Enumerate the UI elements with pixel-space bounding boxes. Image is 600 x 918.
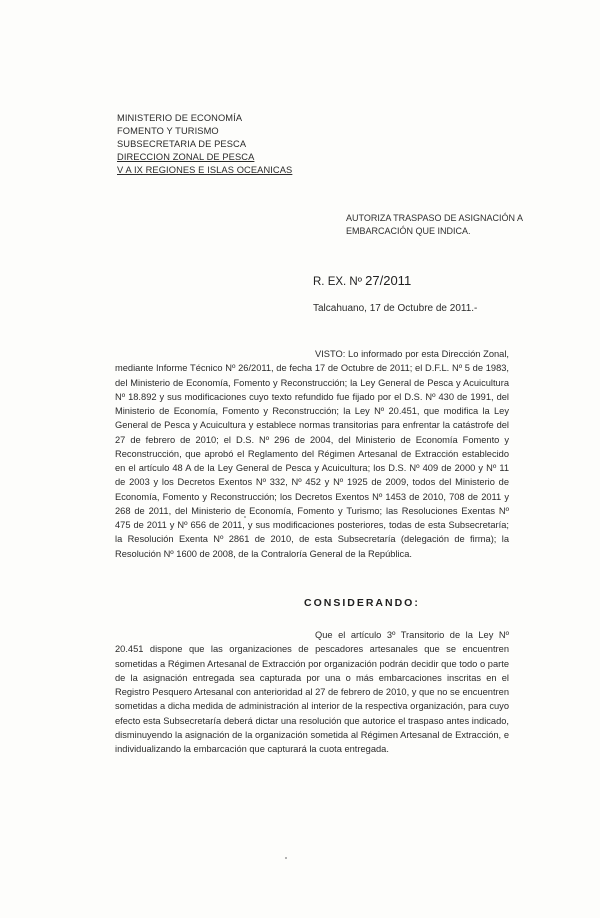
visto-text: Lo informado por esta Dirección Zonal, mediante Informe Técnico Nº 26/2011, de fecha 17 de Octubre de 2011; el D.F.L. Nº 5 de 1983, del Ministerio de Economía, Fomento y Reconstrucción; la Ley General de Pesca y Acuicultura Nº 18.892 y sus modificaciones cuyo texto refundido fue fijado por el D.S. Nº 430 de 1991, del Ministerio de Economía, Fomento y Reconstrucción; la Ley Nº 20.451, que modifica la Ley General de Pesca y Acuicultura y establece normas transitorias para enfrentar la catástrofe del 27 de febrero de 2010; el D.S. Nº 296 de 2004, del Ministerio de Economía Fomento y Reconstrucción, que aprobó el Reglamento del Régimen Artesanal de Extracción establecido en el artículo 48 A de la Ley General de Pesca y Acuicultura; los D.S. Nº 409 de 2000 y Nº 11 de 2003 y los Decretos Exentos Nº 332, Nº 452 y Nº 1925 de 2009, todos del Ministerio de Economía, Fomento y Reconstrucción; los Decretos Exentos Nº 1453 de 2010, 708 de 2011 y 268 de 2011, del Ministerio de Economía, Fomento y Turismo; las Resoluciones Exentas Nº 475 de 2011 y Nº 656 de 2011, y sus modificaciones posteriores, todas de esta Subsecretaría; la Resolución Exenta Nº 2861 de 2010, de esta Subsecretaría (delegación de firma); la Resolución Nº 1600 de 2008, de la Contraloría General de la República.: [115, 349, 509, 559]
resolution-prefix: R. EX. Nº: [313, 276, 362, 288]
document-subject: AUTORIZA TRASPASO DE ASIGNACIÓN A EMBARCACIÓN QUE INDICA.: [346, 213, 523, 236]
visto-label: VISTO:: [315, 349, 346, 359]
ministry-name: MINISTERIO DE ECONOMÍA: [117, 113, 243, 123]
ministry-subtitle: FOMENTO Y TURISMO: [117, 126, 219, 136]
visto-paragraph: [115, 347, 509, 561]
undersecretariat-name: SUBSECRETARIA DE PESCA: [117, 139, 247, 149]
scan-speck: [244, 516, 246, 518]
resolution-number: [313, 273, 411, 288]
scan-speck: [285, 857, 287, 859]
letterhead: [117, 112, 292, 177]
considerando-paragraph: [115, 628, 509, 756]
regions-name: V A IX REGIONES E ISLAS OCEANICAS: [117, 165, 293, 175]
zonal-directorate-name: DIRECCION ZONAL DE PESCA: [117, 152, 255, 162]
considerando-heading: CONSIDERANDO:: [304, 597, 420, 609]
considerando-text: Que el artículo 3º Transitorio de la Ley Nº 20.451 dispone que las organizaciones de pescadores artesanales que se encuentren sometidas a Régimen Artesanal de Extracción por organización podrán decidir que todo o parte de la asignación entregada sea capturada por una o más embarcaciones inscritas en el Registro Pesquero Artesanal con anterioridad al 27 de febrero de 2010, y que no se encuentren sometidas a dicha medida de administración al interior de la respectiva organización, para cuyo efecto esta Subsecretaría deberá dictar una resolución que autorice el traspaso antes indicado, disminuyendo la asignación de la organización sometida al Régimen Artesanal de Extracción, e individualizando la embarcación que capturará la cuota entregada.: [115, 630, 509, 754]
resolution-number-value: 27/2011: [365, 273, 412, 288]
place-and-date: Talcahuano, 17 de Octubre de 2011.-: [313, 303, 478, 314]
